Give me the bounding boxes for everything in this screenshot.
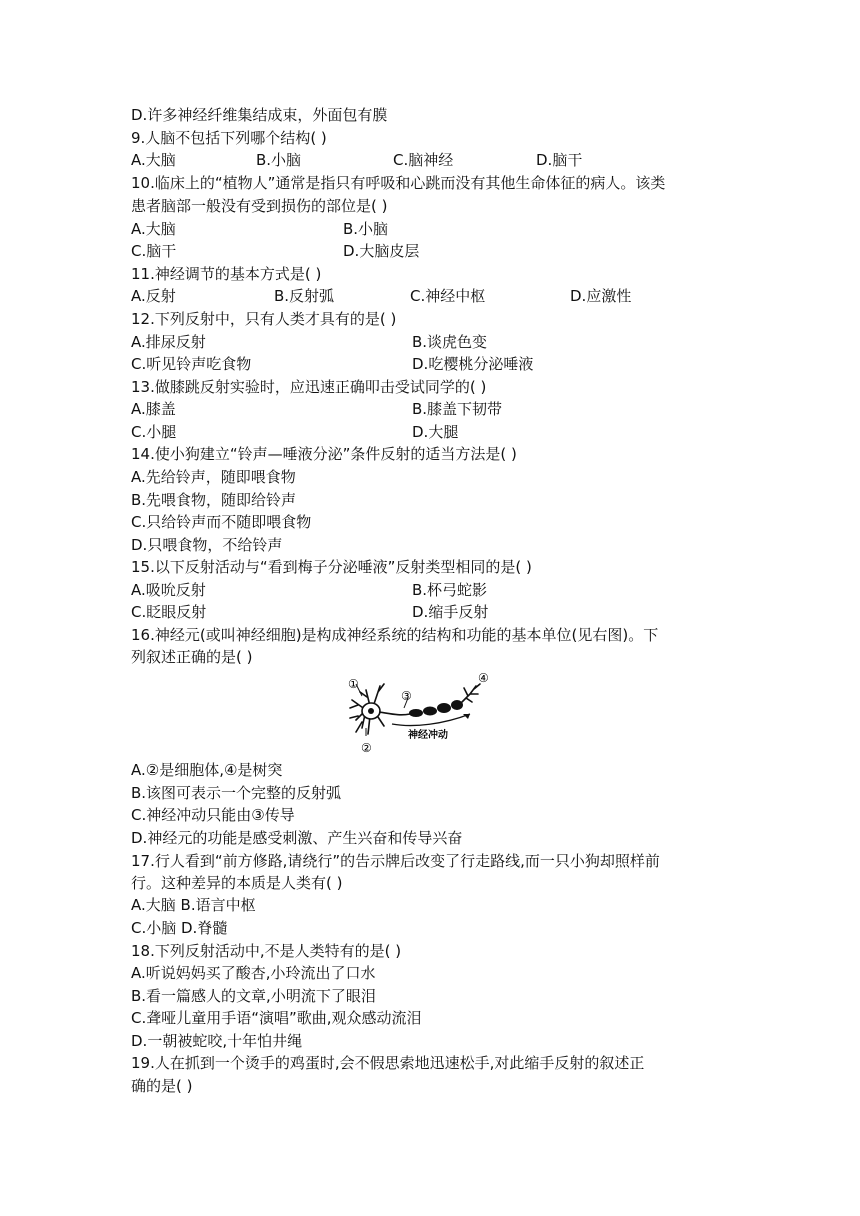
option-line: D.只喂食物，不给铃声 xyxy=(131,536,283,554)
option: C.脑干 xyxy=(131,242,177,260)
option-line: A.大脑 B.语言中枢 xyxy=(131,896,256,914)
option: D.缩手反射 xyxy=(412,603,489,621)
question-line: 11.神经调节的基本方式是( ) xyxy=(131,265,322,283)
option: C.脑神经 xyxy=(393,151,454,169)
option-line: A.②是细胞体,④是树突 xyxy=(131,761,283,779)
option: A.大脑 xyxy=(131,220,176,238)
option-line: D.许多神经纤维集结成束，外面包有膜 xyxy=(131,106,388,124)
question-line: 确的是( ) xyxy=(131,1077,193,1095)
option: D.脑干 xyxy=(536,151,583,169)
question-line: 13.做膝跳反射实验时，应迅速正确叩击受试同学的( ) xyxy=(131,378,487,396)
option: C.眨眼反射 xyxy=(131,603,207,621)
option: B.小脑 xyxy=(256,151,302,169)
option-line: A.听说妈妈买了酸杏,小玲流出了口水 xyxy=(131,964,376,982)
option: A.排尿反射 xyxy=(131,333,206,351)
label-4: ④ xyxy=(478,671,489,685)
option-line: C.小脑 D.脊髓 xyxy=(131,919,228,937)
question-line: 19.人在抓到一个烫手的鸡蛋时,会不假思索地迅速松手,对此缩手反射的叙述正 xyxy=(131,1054,645,1072)
option-line: A.先给铃声，随即喂食物 xyxy=(131,468,296,486)
option-line: C.只给铃声而不随即喂食物 xyxy=(131,513,312,531)
option: D.吃樱桃分泌唾液 xyxy=(412,355,534,373)
question-line: 15.以下反射活动与“看到梅子分泌唾液”反射类型相同的是( ) xyxy=(131,558,532,576)
option: D.应激性 xyxy=(570,287,632,305)
option: A.膝盖 xyxy=(131,400,176,418)
option: A.大脑 xyxy=(131,151,176,169)
question-line: 16.神经元(或叫神经细胞)是构成神经系统的结构和功能的基本单位(见右图)。下 xyxy=(131,626,659,644)
option: B.杯弓蛇影 xyxy=(412,581,488,599)
label-3: ③ xyxy=(401,689,412,703)
option: B.谈虎色变 xyxy=(412,333,488,351)
option: B.反射弧 xyxy=(274,287,335,305)
option-line: C.聋哑儿童用手语“演唱”歌曲,观众感动流泪 xyxy=(131,1009,422,1027)
impulse-caption: 神经冲动 xyxy=(408,730,448,741)
option-line: D.一朝被蛇咬,十年怕井绳 xyxy=(131,1032,303,1050)
option-line: C.神经冲动只能由③传导 xyxy=(131,806,295,824)
option: B.小脑 xyxy=(343,220,389,238)
option: C.听见铃声吃食物 xyxy=(131,355,252,373)
question-line: 14.使小狗建立“铃声—唾液分泌”条件反射的适当方法是( ) xyxy=(131,445,517,463)
question-line: 12.下列反射中，只有人类才具有的是( ) xyxy=(131,310,397,328)
option: C.神经中枢 xyxy=(410,287,486,305)
label-2: ② xyxy=(361,741,372,755)
question-line: 列叙述正确的是( ) xyxy=(131,648,253,666)
option: A.反射 xyxy=(131,287,176,305)
question-line: 18.下列反射活动中,不是人类特有的是( ) xyxy=(131,942,402,960)
option: A.吸吮反射 xyxy=(131,581,206,599)
question-line: 9.人脑不包括下列哪个结构( ) xyxy=(131,129,327,147)
question-line: 17.行人看到“前方修路,请绕行”的告示牌后改变了行走路线,而一只小狗却照样前 xyxy=(131,852,660,870)
option: C.小腿 xyxy=(131,423,177,441)
label-1: ① xyxy=(348,677,359,691)
question-line: 10.临床上的“植物人”通常是指只有呼吸和心跳而没有其他生命体征的病人。该类 xyxy=(131,174,666,192)
question-line: 患者脑部一般没有受到损伤的部位是( ) xyxy=(131,197,388,215)
option-line: B.先喂食物，随即给铃声 xyxy=(131,491,297,509)
option: B.膝盖下韧带 xyxy=(412,400,503,418)
question-line: 行。这种差异的本质是人类有( ) xyxy=(131,874,343,892)
option: D.大腿 xyxy=(412,423,459,441)
neuron-diagram xyxy=(344,670,496,758)
option-line: D.神经元的功能是感受刺激、产生兴奋和传导兴奋 xyxy=(131,829,463,847)
option: D.大脑皮层 xyxy=(343,242,420,260)
option-line: B.看一篇感人的文章,小明流下了眼泪 xyxy=(131,987,376,1005)
option-line: B.该图可表示一个完整的反射弧 xyxy=(131,784,342,802)
